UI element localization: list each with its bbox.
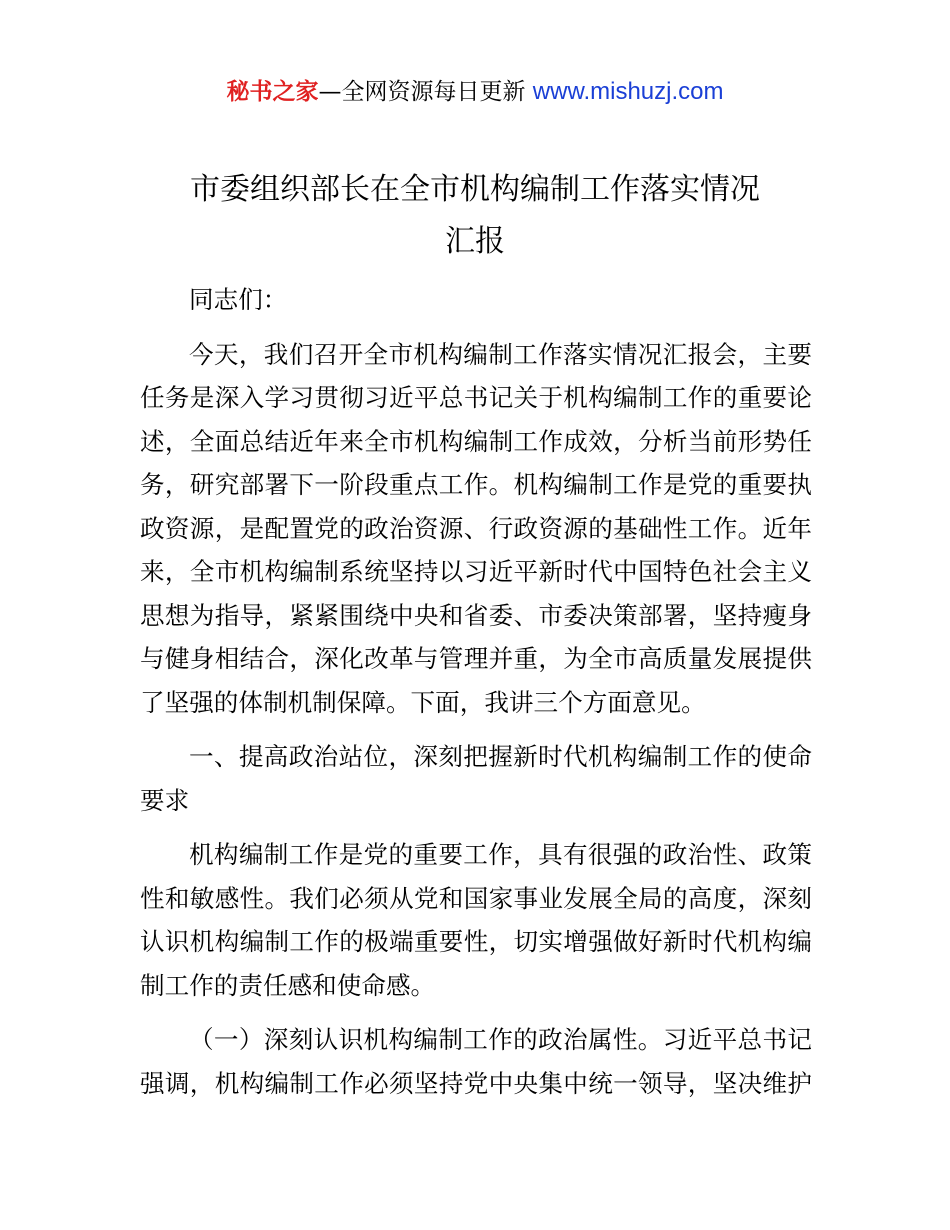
intro-paragraph	[140, 333, 812, 725]
paragraph-line: 述，全面总结近年来全市机构编制工作成效，分析当前形势任	[140, 426, 812, 456]
paragraph-line: 与健身相结合，深化改革与管理并重，为全市高质量发展提供	[140, 644, 812, 673]
paragraph-line: 任务是深入学习贯彻习近平总书记关于机构编制工作的重要论	[140, 383, 812, 412]
header-tagline: —全网资源每日更新	[318, 79, 526, 105]
title-line-1: 市委组织部长在全市机构编制工作落实情况	[190, 172, 760, 207]
paragraph-line: 政资源，是配置党的政治资源、行政资源的基础性工作。近年	[140, 513, 812, 543]
paragraph-line: 了坚强的体制机制保障。下面，我讲三个方面意见。	[140, 687, 706, 717]
paragraph-line: （一）深刻认识机构编制工作的政治属性。习近平总书记	[189, 1025, 812, 1054]
paragraph-line: 要求	[140, 785, 190, 815]
paragraph-line: 来，全市机构编制系统坚持以习近平新时代中国特色社会主义	[140, 557, 812, 586]
paragraph-line: 强调，机构编制工作必须坚持党中央集中统一领导，坚决维护	[140, 1068, 812, 1098]
paragraph-line: 认识机构编制工作的极端重要性，切实增强做好新时代机构编	[140, 927, 812, 956]
salutation-paragraph	[140, 278, 812, 322]
document-body	[140, 278, 812, 1116]
brand-name: 秘书之家	[226, 79, 319, 105]
site-url-link[interactable]: www.mishuzj.com	[532, 78, 724, 105]
paragraph-line: 思想为指导，紧紧围绕中央和省委、市委决策部署，坚持瘦身	[140, 600, 812, 630]
paragraph-line: 机构编制工作是党的重要工作，具有很强的政治性、政策	[189, 840, 812, 869]
paragraph-line: 同志们：	[189, 285, 288, 314]
document-title	[140, 164, 810, 268]
title-line-2: 汇报	[445, 224, 505, 259]
section-1-paragraph	[140, 833, 812, 1007]
paragraph-line: 性和敏感性。我们必须从党和国家事业发展全局的高度，深刻	[140, 883, 812, 913]
section-heading-1	[140, 735, 812, 822]
paragraph-line: 制工作的责任感和使命感。	[140, 970, 436, 1000]
source-header	[0, 76, 950, 108]
subsection-1-paragraph	[140, 1018, 812, 1105]
paragraph-line: 今天，我们召开全市机构编制工作落实情况汇报会，主要	[189, 339, 812, 369]
paragraph-line: 一、提高政治站位，深刻把握新时代机构编制工作的使命	[189, 742, 812, 771]
paragraph-line: 务，研究部署下一阶段重点工作。机构编制工作是党的重要执	[140, 470, 812, 499]
